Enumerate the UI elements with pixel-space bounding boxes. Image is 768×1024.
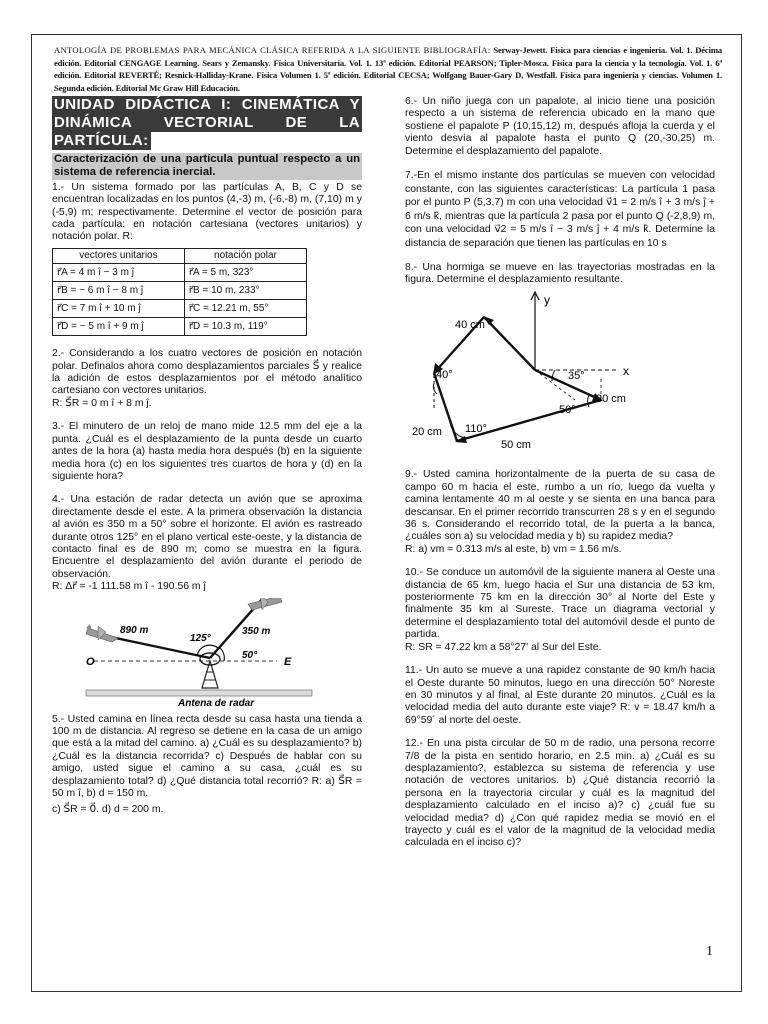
unit-title-line3: PARTÍCULA: xyxy=(54,132,149,149)
label-35deg: 35° xyxy=(568,370,585,383)
question-4-text: 4.- Una estación de radar detecta un avión que se aproxima directamente desde el este. A la primera observación la distancia al avión es 350 m a 50° sobre el horizonte. El avión es rastreado durante otros 125° en el plano vertical este-oeste, y la distancia de contacto final es de 890 m; como se muestra en la figura. Encuentre el desplazamiento del avión durante el periodo de observación. xyxy=(52,494,362,580)
page-number: 1 xyxy=(706,944,713,959)
table-row xyxy=(53,318,307,336)
question-2-answer: R: S⃗R = 0 m î + 8 m ĵ. xyxy=(52,397,152,409)
question-9-text: 9.- Usted camina horizontalmente de la puerta de su casa de campo 60 m hacia el este, rumbo a un río, luego da vuelta y camina lentamente 40 m al oeste y se sienta en una banca para descansar. En el primer recorrido transcurren 28 s y en el segundo 36 s. Considerando el recorrido total, de la puerta a la banca, ¿cuáles son a) su velocidad media y b) su rapidez media? xyxy=(405,469,715,543)
question-4 xyxy=(52,494,362,593)
question-4-answer: R: Δr⃗ = -1 111.58 m î - 190.56 m ĵ xyxy=(52,581,206,593)
bibliography-header xyxy=(54,44,722,94)
section-subtitle: Caracterización de una partícula puntual respecto a un sistema de referencia inercial. xyxy=(54,153,360,179)
ground-bar xyxy=(86,690,312,696)
airplane-right-icon xyxy=(248,598,282,610)
label-125: 125° xyxy=(190,632,211,644)
question-12: 12.- En una pista circular de 50 m de radio, una persona recorre 7/8 de la pista en sentido horario, en 2.5 min. a) ¿Cuál es su desplazamiento?, establezca su sistema de referencia y use notación de vectores unitarios. b) ¿Qué distancia recorrió la persona en la trayectoria circular y cuál es la magnitud del desplazamiento calculado en el inciso a)? c) ¿cuál fue su velocidad media? d) ¿Con qué rapidez media se movió en el trayecto y cuál es el valor de la magnitud de la velocidad media calculada en el inciso c)? xyxy=(405,738,715,849)
label-40cm: 40 cm xyxy=(455,319,485,332)
label-50cm: 50 cm xyxy=(501,439,531,452)
label-o: O xyxy=(86,655,95,668)
question-3: 3.- El minutero de un reloj de mano mide 12.5 mm del eje a la punta. ¿Cuál es el desplazamiento de la punta desde un cuarto antes de la hora (a) hasta media hora después (b) en la siguiente media hora (c) en los siguientes tres cuartos de hora y (d) en la siguiente hora? xyxy=(52,421,362,482)
question-10-text: 10.- Se conduce un automóvil de la siguiente manera al Oeste una distancia de 65 km, luego hacia el Sur una distancia de 53 km, posteriormente 75 km en la dirección 30° al Norte del Este y finalmente 35 km al Sureste. Trace un diagrama vectorial y determine el desplazamiento total del automóvil desde el punto de partida. xyxy=(405,567,715,641)
airplane-left-icon xyxy=(86,624,118,642)
ant-path-diagram xyxy=(405,290,715,465)
label-890: 890 m xyxy=(120,624,149,636)
label-y: y xyxy=(544,293,550,308)
question-5 xyxy=(52,714,362,817)
table-cell: r⃗D = 10.3 m, 119° xyxy=(184,318,306,336)
angle-arc-50 xyxy=(588,395,589,407)
question-1: 1.- Un sistema formado por las partículas A, B, C y D se encuentran localizadas en los puntos (4,-3) m, (-6,-8) m, (7,10) m y (-5,9) m; respectivamente. Determine el vector de posición para cada partícula: en notación cartesiana (vectores unitarios) y notación polar. R: xyxy=(52,181,362,243)
radar-diagram xyxy=(52,598,352,708)
label-350: 350 m xyxy=(242,625,271,637)
question-2-text: 2.- Considerando a los cuatro vectores de posición en notación polar. Definalos ahora como desplazamientos parciales S⃗ y realice la adición de estos desplazamientos por el método analítico cartesiano con vectores unitarios. xyxy=(52,348,362,397)
question-2 xyxy=(52,348,362,410)
table-cell: r⃗C = 7 m î + 10 m ĵ xyxy=(53,300,185,318)
table-cell: r⃗B = − 6 m î − 8 m ĵ xyxy=(53,282,185,300)
question-7: 7.-En el mismo instante dos partículas se mueven con velocidad constante, con las siguientes características: La partícula 1 pasa por el punto P (5,3,7) m con una velocidad v⃗1 = 2 m/s î + 3 m/s ĵ + 6 m/s k̂, mientras que la partícula 2 pasa por el punto Q (-2,8,9) m, con una velocidad v⃗2 = 5 m/s î − 3 m/s ĵ + 4 m/s k̂. Determine la distancia de separación que tienen las partículas en 10 s xyxy=(405,170,715,249)
table-row xyxy=(53,264,307,282)
question-5-answer: c) S⃗R = 0⃗. d) d = 200 m. xyxy=(52,804,164,816)
position-vectors-table xyxy=(52,248,307,336)
question-6: 6.- Un niño juega con un papalote, al inicio tiene una posición respecto a un sistema de referencia ubicado en la mano que sostiene el papalote P (10,15,12) m, después afloja la cuerda y el viento desvía al papalote hasta el punto Q (20,-30,25) m. Determine el desplazamiento del papalote. xyxy=(405,96,715,157)
question-10 xyxy=(405,567,715,654)
label-30cm: 30 cm xyxy=(596,393,626,406)
table-cell: r⃗A = 4 m î − 3 m ĵ xyxy=(53,264,185,282)
label-e: E xyxy=(284,655,292,668)
table-header-cartesian: vectores unitarios xyxy=(53,248,185,263)
table-row xyxy=(53,300,307,318)
question-10-answer: R: SR = 47.22 km a 58°27' al Sur del Este. xyxy=(405,641,602,653)
angle-arc-40 xyxy=(433,383,437,394)
question-8: 8.- Una hormiga se mueve en las trayectorias mostradas en la figura. Determine el desplazamiento resultante. xyxy=(405,261,715,285)
label-20cm: 20 cm xyxy=(412,426,442,439)
table-cell: r⃗A = 5 m, 323° xyxy=(184,264,306,282)
question-11: 11.- Un auto se mueve a una rapidez constante de 90 km/h hacia el Oeste durante 50 minutos, luego en una dirección 50° Noreste en 30 minutos y al final, al Este durante 20 minutos. ¿Cuál es la velocidad media del auto durante este viaje? R: v = 18.47 km/h a 69°59´ al norte del oeste. xyxy=(405,665,715,726)
label-40deg: 40° xyxy=(436,369,453,382)
unit-title-line2: DINÁMICA VECTORIAL DE LA xyxy=(54,114,360,131)
bibliography-lead: ANTOLOGÍA DE PROBLEMAS PARA MECÁNICA CLÁSICA REFERIDA A LA SIGUIENTE BIBLIOGRAFÍA: xyxy=(54,45,491,55)
label-x: x xyxy=(623,364,629,379)
table-header-row xyxy=(53,248,307,263)
unit-title xyxy=(52,96,362,150)
bibliography-refs: Serway-Jewett. Física para ciencias e ingeniería. Vol. 1. Décima edición. Editorial CENGAGE Learning. Sears y Zemansky. Física Universitaria. Vol. 1. 13ª edición. Editorial PEARSON; Tipler-Mosca. Física para la ciencia y la tecnología. Vol. 1. 6ª edición. Editorial REVERTÉ; Resnick-Halliday-Krane. Física Volumen 1. 5ª edición. Editorial CECSA; Wolfgang Bauer-Gary D, Westfall. Física para ingeniería y ciencias. Volumen 1. Segunda edición. Editorial Mc Graw Hill Educación. xyxy=(54,45,722,93)
table-cell: r⃗B = 10 m, 233° xyxy=(184,282,306,300)
ant-path-figure xyxy=(405,290,715,465)
table-cell: r⃗C = 12.21 m, 55° xyxy=(184,300,306,318)
question-9 xyxy=(405,469,715,556)
radar-figure xyxy=(52,598,352,708)
table-row xyxy=(53,282,307,300)
table-header-polar: notación polar xyxy=(184,248,306,263)
radar-caption: Antena de radar xyxy=(178,697,255,708)
label-110deg: 110° xyxy=(465,423,487,436)
label-50: 50° xyxy=(242,649,258,661)
table-cell: r⃗D = − 5 m î + 9 m ĵ xyxy=(53,318,185,336)
question-5-text: 5.- Usted camina en línea recta desde su casa hasta una tienda a 100 m de distancia. Al regreso se detiene en la casa de un amigo que está a la mitad del camino. a) ¿Cuál es su desplazamiento? b) ¿Cuál es la distancia recorrida? c) Después de hablar con su amigo, usted sigue el camino a su casa, ¿cuál es su desplazamiento total? d) ¿Qué distancia total recorrió? R: a) S⃗R = 50 m î, b) d = 150 m. xyxy=(52,713,362,799)
right-column xyxy=(405,96,715,861)
label-50deg: 50° xyxy=(559,404,576,417)
question-9-answer: R: a) vm = 0.313 m/s al este, b) vm = 1.56 m/s. xyxy=(405,543,622,555)
left-column xyxy=(52,96,362,828)
unit-title-line1: UNIDAD DIDÁCTICA I: CINEMÁTICA Y xyxy=(54,96,360,113)
segment-40cm xyxy=(484,317,535,370)
